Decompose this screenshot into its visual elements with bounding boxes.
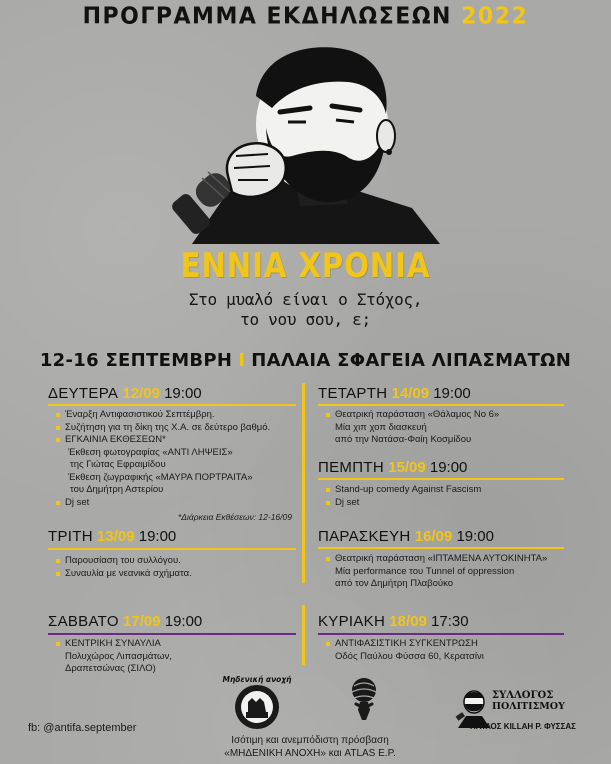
list-item: της Γιώτας Εφραιμίδου [70, 459, 166, 470]
list-item: από τον Δημήτρη Πλαβούκο [335, 578, 454, 589]
wednesday-list [326, 409, 499, 447]
list-item: Παρουσίαση του συλλόγου. [56, 555, 192, 568]
facebook-handle: fb: @antifa.september [28, 722, 137, 734]
access-line-1: Ισότιμη και ανεμπόδιστη πρόσβαση [231, 735, 389, 746]
zero-tolerance-logo-text: Μηδενική ανοχή [222, 675, 292, 684]
list-item: Stand-up comedy Against Fascism [326, 484, 481, 497]
zero-tolerance-logo [222, 672, 292, 734]
separator: I [238, 350, 246, 371]
list-item: Dj set [56, 497, 270, 510]
list-item: ΕΓΚΑΙΝΙΑ ΕΚΘΕΣΕΩΝ* [56, 434, 270, 447]
monday-list [56, 409, 270, 509]
list-item: Οδός Παύλου Φύσσα 60, Κερατσίνι [335, 650, 484, 662]
list-item: Dj set [326, 497, 481, 510]
day-rule [318, 478, 564, 480]
list-item: Δραπετσώνας (ΣΙΛΟ) [65, 663, 156, 674]
list-item: Θεατρική παράσταση «Θάλαμος Νο 6» [326, 409, 499, 422]
dates-venue-line [0, 348, 611, 374]
sunday-list [326, 638, 484, 663]
day-tuesday-heading: ΤΡΙΤΗ 13/09 19:00 [48, 528, 177, 545]
day-rule-purple [318, 633, 564, 635]
day-wednesday-heading: ΤΕΤΑΡΤΗ 14/09 19:00 [318, 385, 471, 402]
list-item: Έκθεση ζωγραφικής «ΜΑΥΡΑ ΠΟΡΤΡΑΙΤΑ» [68, 471, 253, 483]
day-thursday-heading: ΠΕΜΠΤΗ 15/09 19:00 [318, 459, 468, 476]
list-item: από την Νατάσα-Φαίη Κοσμίδου [335, 434, 472, 445]
day-rule [48, 404, 296, 406]
subline-2: το νου σου, ε; [240, 310, 371, 329]
day-sunday-heading: ΚΥΡΙΑΚΗ 18/09 17:30 [318, 613, 469, 630]
column-divider-bottom [302, 605, 305, 665]
access-line-2: «ΜΗΔΕΝΙΚΗ ΑΝΟΧΗ» και ATLAS E.P. [224, 748, 396, 759]
day-rule [318, 547, 564, 549]
thursday-list [326, 484, 481, 509]
day-friday-heading: ΠΑΡΑΣΚΕΥΗ 16/09 19:00 [318, 528, 494, 545]
assoc-line-1: ΣΥΛΛΟΓΟΣ [492, 690, 554, 701]
list-item: Πολυχώρος Λιπασμάτων, [65, 650, 172, 662]
saturday-list [56, 638, 172, 676]
list-item: Θεατρική παράσταση «ΙΠΤΑΜΕΝΑ ΑΥΤΟΚΙΝΗΤΑ» [326, 553, 547, 566]
list-item: Έκθεση φωτογραφίας «ΑΝΤΙ ΛΗΨΕΙΣ» [68, 446, 233, 458]
title-year: 2022 [461, 3, 529, 30]
list-item: Έναρξη Αντιφασιστικού Σεπτέμβρη. [56, 409, 270, 422]
day-saturday-heading: ΣΑΒΒΑΤΟ 17/09 19:00 [48, 613, 203, 630]
day-rule-purple [48, 633, 296, 635]
list-item: Μία χιπ χοπ διασκευή [335, 421, 427, 433]
date-range: 12-16 ΣΕΠΤΕΜΒΡΗ [39, 350, 233, 371]
list-item: ΚΕΝΤΡΙΚΗ ΣΥΝΑΥΛΙΑ [56, 638, 172, 651]
day-rule [48, 548, 296, 550]
list-item: Συναυλία με νεανικά σχήματα. [56, 568, 192, 581]
atlas-logo [344, 676, 384, 722]
subline-1: Στο μυαλό είναι ο Στόχος, [188, 290, 423, 309]
venue: ΠΑΛΑΙΑ ΣΦΑΓΕΙΑ ΛΙΠΑΣΜΑΤΩΝ [251, 350, 572, 371]
page-title [0, 0, 611, 35]
list-item: Συζήτηση για τη δίκη της Χ.Α. σε δεύτερο βαθμό. [56, 422, 270, 435]
tuesday-list [56, 555, 192, 580]
column-divider [302, 383, 305, 583]
friday-list [326, 553, 547, 591]
headline: ΕΝΝΙΑ ΧΡΟΝΙΑ [180, 246, 431, 286]
assoc-line-2: ΠΟΛΙΤΙΣΜΟΥ [492, 701, 565, 712]
day-monday-heading: ΔΕΥΤΕΡΑ 12/09 19:00 [48, 385, 202, 402]
day-rule [318, 404, 564, 406]
cultural-association-logo [456, 688, 580, 736]
title-main: ΠΡΟΓΡΑΜΜΑ ΕΚΔΗΛΩΣΕΩΝ [82, 3, 452, 30]
portrait-illustration [172, 36, 442, 244]
assoc-line-3: ΠΑΥΛΟΣ KILLAH P. ΦΥΣΣΑΣ [470, 722, 576, 731]
list-item: Μία performance του Tunnel of oppression [335, 565, 515, 577]
list-item: του Δημήτρη Αστερίου [70, 484, 164, 495]
exhibition-note: *Διάρκεια Εκθέσεων: 12-16/09 [178, 512, 292, 522]
list-item: ΑΝΤΙΦΑΣΙΣΤΙΚΗ ΣΥΓΚΕΝΤΡΩΣΗ [326, 638, 484, 651]
